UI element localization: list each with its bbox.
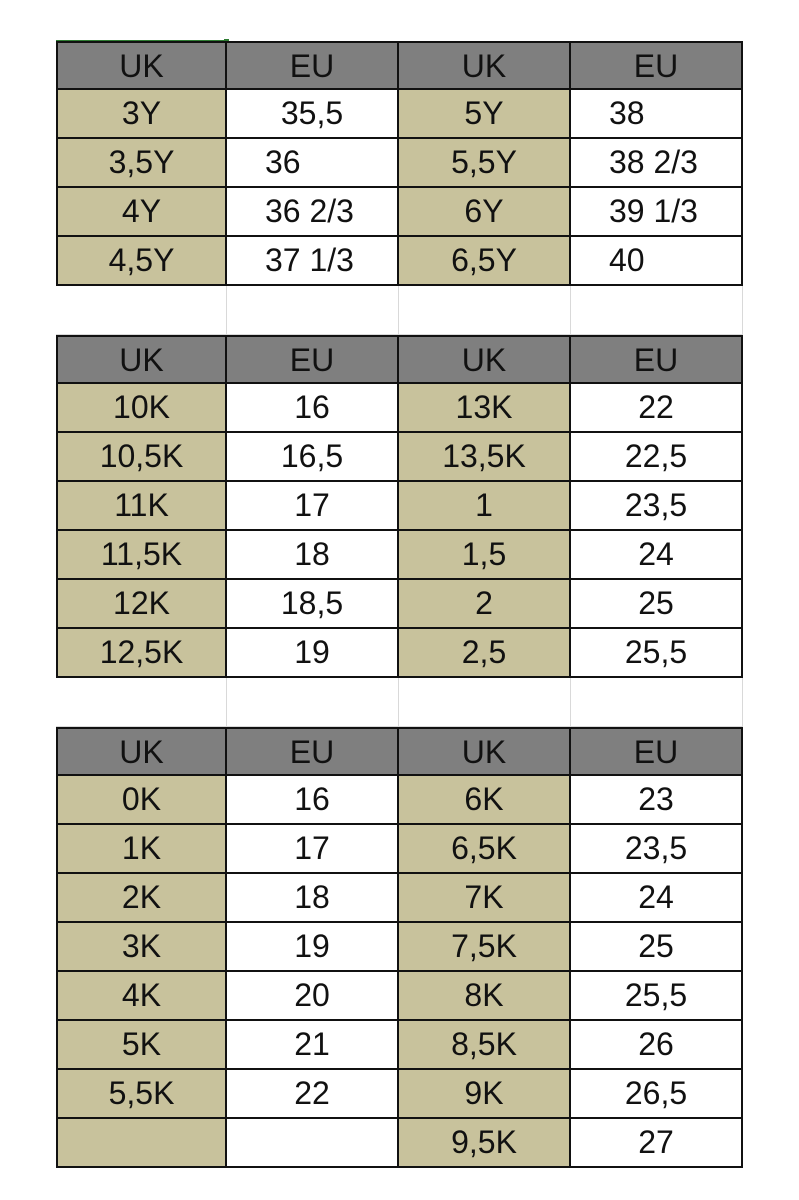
uk-size-cell[interactable] — [56, 1119, 227, 1168]
header-cell-uk[interactable]: UK — [56, 335, 227, 384]
empty-cell[interactable] — [227, 678, 399, 727]
uk-size-cell[interactable]: 6K — [399, 776, 571, 825]
header-cell-eu[interactable]: EU — [571, 41, 743, 90]
uk-size-cell[interactable]: 13,5K — [399, 433, 571, 482]
uk-size-cell[interactable]: 3K — [56, 923, 227, 972]
eu-size-cell[interactable]: 37 1/3 — [227, 237, 399, 286]
uk-size-cell[interactable]: 6Y — [399, 188, 571, 237]
table-row — [56, 874, 743, 923]
table-1-header-row — [56, 41, 743, 90]
uk-size-cell[interactable]: 5,5Y — [399, 139, 571, 188]
empty-cell[interactable] — [571, 286, 743, 335]
eu-size-cell[interactable]: 22 — [571, 384, 743, 433]
table-3-header-row — [56, 727, 743, 776]
eu-size-cell[interactable]: 19 — [227, 629, 399, 678]
eu-size-cell[interactable]: 18,5 — [227, 580, 399, 629]
table-row — [56, 433, 743, 482]
uk-size-cell[interactable]: 4Y — [56, 188, 227, 237]
eu-size-cell[interactable]: 22 — [227, 1070, 399, 1119]
table-row — [56, 580, 743, 629]
empty-cell[interactable] — [399, 678, 571, 727]
uk-size-cell[interactable]: 5,5K — [56, 1070, 227, 1119]
eu-size-cell[interactable]: 35,5 — [227, 90, 399, 139]
uk-size-cell[interactable]: 2 — [399, 580, 571, 629]
eu-size-cell[interactable]: 18 — [227, 531, 399, 580]
eu-size-cell[interactable]: 21 — [227, 1021, 399, 1070]
uk-size-cell[interactable]: 12K — [56, 580, 227, 629]
eu-size-cell[interactable]: 26,5 — [571, 1070, 743, 1119]
table-row — [56, 531, 743, 580]
uk-size-cell[interactable]: 9,5K — [399, 1119, 571, 1168]
table-row — [56, 384, 743, 433]
table-row — [56, 482, 743, 531]
eu-size-cell[interactable]: 20 — [227, 972, 399, 1021]
table-row — [56, 1070, 743, 1119]
uk-size-cell[interactable]: 2,5 — [399, 629, 571, 678]
uk-size-cell[interactable]: 13K — [399, 384, 571, 433]
table-row — [56, 188, 743, 237]
header-cell-uk[interactable]: UK — [56, 41, 227, 90]
table-row — [56, 629, 743, 678]
uk-size-cell[interactable]: 5K — [56, 1021, 227, 1070]
table-row — [56, 90, 743, 139]
eu-size-cell[interactable]: 23,5 — [571, 825, 743, 874]
table-row — [56, 1021, 743, 1070]
uk-size-cell[interactable]: 9K — [399, 1070, 571, 1119]
header-cell-uk[interactable]: UK — [56, 727, 227, 776]
eu-size-cell[interactable]: 40 — [571, 237, 743, 286]
uk-size-cell[interactable]: 3Y — [56, 90, 227, 139]
eu-size-cell[interactable]: 24 — [571, 874, 743, 923]
uk-size-cell[interactable]: 6,5Y — [399, 237, 571, 286]
eu-size-cell[interactable]: 17 — [227, 482, 399, 531]
empty-row — [56, 678, 743, 727]
empty-cell[interactable] — [399, 286, 571, 335]
table-row — [56, 825, 743, 874]
uk-size-cell[interactable]: 8K — [399, 972, 571, 1021]
header-cell-eu[interactable]: EU — [227, 335, 399, 384]
eu-size-cell[interactable]: 38 2/3 — [571, 139, 743, 188]
uk-size-cell[interactable]: 10,5K — [56, 433, 227, 482]
eu-size-cell[interactable]: 25 — [571, 923, 743, 972]
uk-size-cell[interactable]: 1K — [56, 825, 227, 874]
eu-size-cell[interactable]: 23,5 — [571, 482, 743, 531]
uk-size-cell[interactable]: 4K — [56, 972, 227, 1021]
eu-size-cell[interactable]: 16,5 — [227, 433, 399, 482]
table-row — [56, 776, 743, 825]
eu-size-cell[interactable]: 16 — [227, 776, 399, 825]
table-row — [56, 1119, 743, 1168]
uk-size-cell[interactable]: 3,5Y — [56, 139, 227, 188]
eu-size-cell[interactable]: 38 — [571, 90, 743, 139]
eu-size-cell[interactable]: 22,5 — [571, 433, 743, 482]
uk-size-cell[interactable]: 6,5K — [399, 825, 571, 874]
table-row — [56, 972, 743, 1021]
uk-size-cell[interactable]: 1,5 — [399, 531, 571, 580]
uk-size-cell[interactable]: 7K — [399, 874, 571, 923]
header-cell-eu[interactable]: EU — [571, 335, 743, 384]
empty-cell[interactable] — [227, 286, 399, 335]
uk-size-cell[interactable]: 1 — [399, 482, 571, 531]
uk-size-cell[interactable]: 2K — [56, 874, 227, 923]
eu-size-cell[interactable]: 25 — [571, 580, 743, 629]
uk-size-cell[interactable]: 11,5K — [56, 531, 227, 580]
eu-size-cell[interactable]: 18 — [227, 874, 399, 923]
uk-size-cell[interactable]: 8,5K — [399, 1021, 571, 1070]
eu-size-cell[interactable]: 36 — [227, 139, 399, 188]
header-cell-eu[interactable]: EU — [227, 41, 399, 90]
empty-cell[interactable] — [56, 286, 227, 335]
eu-size-cell[interactable]: 39 1/3 — [571, 188, 743, 237]
uk-size-cell[interactable]: 7,5K — [399, 923, 571, 972]
uk-size-cell[interactable]: 11K — [56, 482, 227, 531]
eu-size-cell[interactable]: 23 — [571, 776, 743, 825]
uk-size-cell[interactable]: 10K — [56, 384, 227, 433]
eu-size-cell[interactable]: 26 — [571, 1021, 743, 1070]
eu-size-cell[interactable]: 17 — [227, 825, 399, 874]
eu-size-cell[interactable]: 36 2/3 — [227, 188, 399, 237]
table-row — [56, 923, 743, 972]
header-cell-eu[interactable]: EU — [227, 727, 399, 776]
header-cell-uk[interactable]: UK — [399, 727, 571, 776]
table-row — [56, 139, 743, 188]
eu-size-cell[interactable]: 25,5 — [571, 629, 743, 678]
uk-size-cell[interactable]: 0K — [56, 776, 227, 825]
header-cell-uk[interactable]: UK — [399, 41, 571, 90]
empty-cell[interactable] — [571, 678, 743, 727]
uk-size-cell[interactable]: 12,5K — [56, 629, 227, 678]
empty-row — [56, 286, 743, 335]
uk-size-cell[interactable]: 5Y — [399, 90, 571, 139]
table-2-header-row — [56, 335, 743, 384]
table-row — [56, 237, 743, 286]
empty-cell[interactable] — [56, 678, 227, 727]
eu-size-cell[interactable]: 19 — [227, 923, 399, 972]
spreadsheet — [56, 41, 743, 1168]
eu-size-cell[interactable]: 24 — [571, 531, 743, 580]
header-cell-uk[interactable]: UK — [399, 335, 571, 384]
eu-size-cell[interactable] — [227, 1119, 399, 1168]
uk-size-cell[interactable]: 4,5Y — [56, 237, 227, 286]
eu-size-cell[interactable]: 16 — [227, 384, 399, 433]
eu-size-cell[interactable]: 25,5 — [571, 972, 743, 1021]
header-cell-eu[interactable]: EU — [571, 727, 743, 776]
eu-size-cell[interactable]: 27 — [571, 1119, 743, 1168]
